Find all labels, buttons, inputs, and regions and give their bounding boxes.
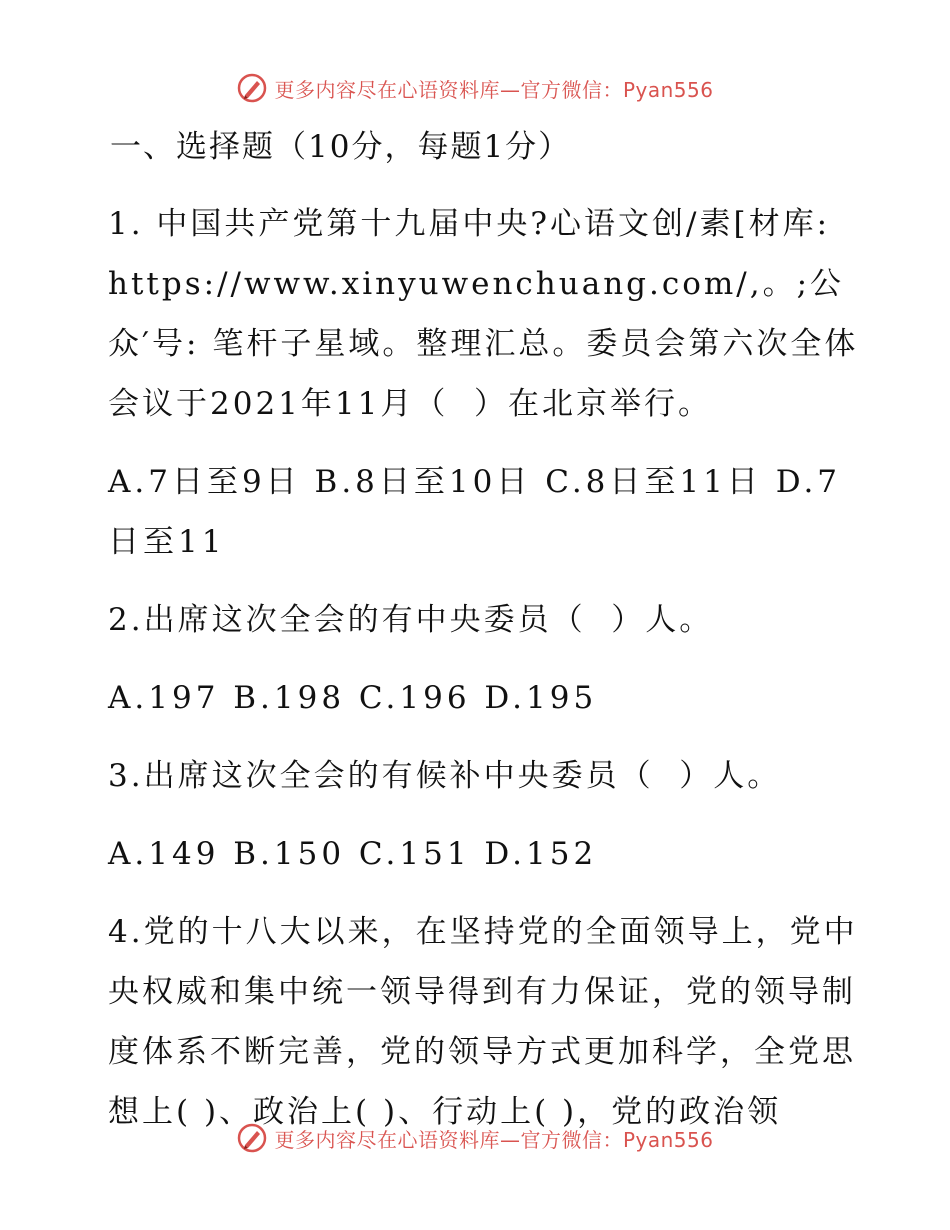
pen-logo-icon — [236, 1122, 268, 1154]
watermark-text: 更多内容尽在心语资料库—官方微信：Pyan556 — [274, 1127, 714, 1152]
question-3-stem: 3.出席这次全会的有候补中央委员（ ）人。 — [108, 758, 782, 794]
section-title: 一、选择题（10分，每题1分） — [110, 129, 572, 165]
question-1-stem: 1. 中国共产党第十九届中央?心语文创/素[材库: https://www.xinyuwenchuang.com/,。;公众′号: 笔杆子星域。整理汇总。委员会第六次全体会议于2021年11月（ ）在北京举行。 — [108, 206, 859, 422]
watermark-text: 更多内容尽在心语资料库—官方微信：Pyan556 — [274, 77, 714, 102]
question-4-stem: 4.党的十八大以来，在坚持党的全面领导上，党中央权威和集中统一领导得到有力保证，党的领导制度体系不断完善，党的领导方式更加科学，全党思想上( )、政治上( )、行动上( )，党的政治领 — [108, 914, 858, 1130]
footer-watermark — [0, 1122, 950, 1154]
question-2-stem: 2.出席这次全会的有中央委员（ ）人。 — [108, 602, 714, 638]
document-body — [100, 120, 860, 1160]
question-1-options: A.7日至9日 B.8日至10日 C.8日至11日 D.7日至11 — [108, 464, 842, 560]
question-2-options: A.197 B.198 C.196 D.195 — [108, 680, 598, 716]
question-3-options: A.149 B.150 C.151 D.152 — [108, 836, 598, 872]
header-watermark — [0, 72, 950, 104]
pen-logo-icon — [236, 72, 268, 104]
